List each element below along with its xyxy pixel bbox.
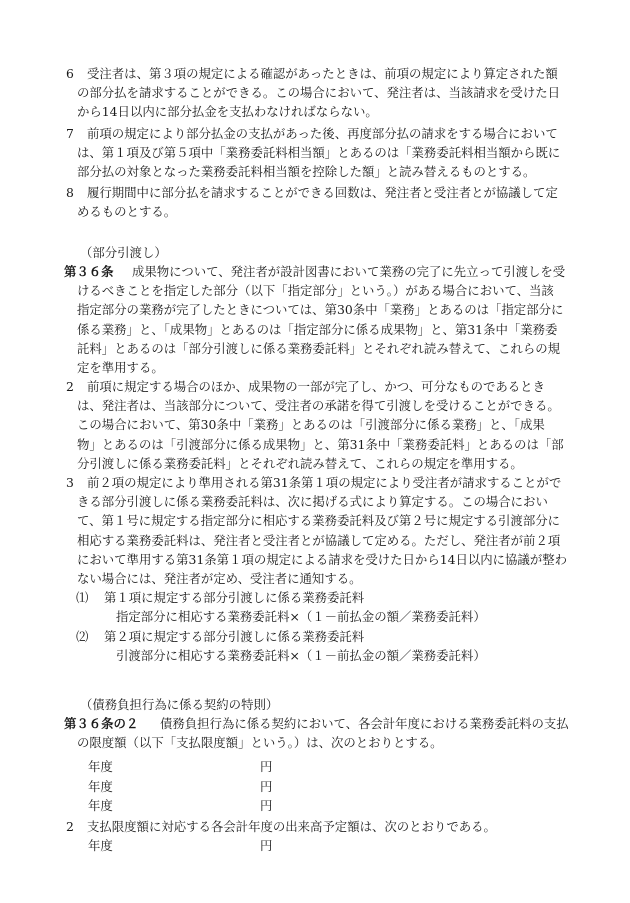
paragraph-number: 7 [66,126,74,141]
yen-label: 円 [260,759,273,774]
yen-label: 円 [260,779,273,794]
article-36-2 [64,714,620,752]
paragraph-line: 支払限度額に対応する各会計年度の出来高予定額は、次のとおりである。 [87,819,496,834]
year-label: 年度 [88,798,113,813]
list-item [76,588,364,607]
article-line: の限度額（以下「支払限度額」という。）は、次のとおりとする。 [77,735,443,751]
paragraph-line: 履行期間中に部分払を請求することができる回数は、発注者と受注者とが協議して定 [87,185,558,200]
paragraph-line: ない場合には、発注者が定め、受注者に通知する。 [77,571,362,587]
article-title: 第３６条 [64,264,114,279]
paragraph-line: から14日以内に部分払金を支払わなければならない。 [77,104,378,120]
item-text: 第２項に規定する部分引渡しに係る業務委託料 [104,629,365,644]
article-line: 定を準用する。 [77,360,164,376]
paragraph-8 [68,183,620,221]
yen-label: 円 [260,798,273,813]
paragraph-line: 部分払の対象となった業務委託料相当額を控除した額」と読み替えるものとする。 [77,164,536,180]
article-heading: （部分引渡し） [80,245,167,260]
formula: 引渡部分に相応する業務委託料×（１－前払金の額／業務委託料） [116,648,486,663]
yen-label: 円 [260,838,273,853]
paragraph-line: て、第１号に規定する指定部分に相応する業務委託料及び第２号に規定する引渡部分に [77,513,560,529]
year-amount-row [88,796,273,815]
paragraph-line: において準用する第31条第１項の規定による請求を受けた日から14日以内に協議が整わ [77,551,567,567]
article-line: 係る業務」と、「成果物」とあるのは「指定部分に係る成果物」と、第31条中「業務委 [77,321,558,337]
formula: 指定部分に相応する業務委託料×（１－前払金の額／業務委託料） [116,609,486,624]
article-36-paragraph-2 [68,377,620,473]
paragraph-number: 2 [66,379,74,394]
paragraph-number: 6 [66,66,74,81]
item-number: ⑵ [76,629,89,644]
paragraph-number: 3 [66,475,74,490]
paragraph-7 [68,124,620,182]
year-label: 年度 [88,759,113,774]
article-36-2-paragraph-2 [68,817,620,836]
article-line: 託料」とあるのは「部分引渡しに係る業務委託料」とそれぞれ読み替えて、これらの規 [77,340,560,356]
paragraph-line: 分引渡しに係る業務委託料」とそれぞれ読み替えて、これらの規定を準用する。 [77,455,523,471]
paragraph-line: 前項に規定する場合のほか、成果物の一部が完了し、かつ、可分なものであるとき [87,379,545,394]
year-label: 年度 [88,779,113,794]
paragraph-line: 前２項の規定により準用される第31条第１項の規定により受注者が請求することがで [87,475,562,490]
paragraph-line: は、発注者は、当該部分について、受注者の承諾を得て引渡しを受けることができる。 [77,398,560,414]
list-item [76,627,364,646]
article-heading: （債務負担行為に係る契約の特則） [80,697,279,712]
paragraph-line: この場合において、第30条中「業務」とあるのは「引渡部分に係る業務」と、「成果 [77,417,545,433]
paragraph-line: 相応する業務委託料は、発注者と受注者とが協議して定める。ただし、発注者が前２項 [77,532,561,548]
paragraph-number: 2 [66,819,74,834]
article-title: 第３６条の２ [64,716,139,731]
paragraph-line: 物」とあるのは「引渡部分に係る成果物」と、第31条中「業務委託料」とあるのは「部 [77,436,564,452]
item-number: ⑴ [76,590,89,605]
article-36 [64,262,620,377]
item-text: 第１項に規定する部分引渡しに係る業務委託料 [104,590,365,605]
article-line: 債務負担行為に係る契約において、各会計年度における業務委託料の支払 [160,716,569,731]
article-36-paragraph-3 [68,473,620,588]
article-line: 成果物について、発注者が設計図書において業務の完了に先立って引渡しを受 [132,264,566,279]
year-amount-row [88,836,273,855]
paragraph-line: めるものとする。 [77,204,177,220]
article-line: けるべきことを指定した部分（以下「指定部分」という。）がある場合において、当該 [77,283,554,299]
paragraph-line: 前項の規定により部分払金の支払があった後、再度部分払の請求をする場合において [87,126,558,141]
paragraph-line: は、第１項及び第５項中「業務委託料相当額」とあるのは「業務委託料相当額から既に [77,145,561,161]
paragraph-line: きる部分引渡しに係る業務委託料は、次に掲げる式により算定する。この場合におい [77,494,548,510]
year-amount-row [88,757,273,776]
paragraph-number: 8 [66,185,74,200]
paragraph-6 [68,64,620,122]
paragraph-line: 受注者は、第３項の規定による確認があったときは、前項の規定により算定された額 [87,66,558,81]
year-amount-row [88,777,273,796]
year-label: 年度 [88,838,113,853]
paragraph-line: の部分払を請求することができる。この場合において、発注者は、当該請求を受けた日 [77,85,560,101]
article-line: 指定部分の業務が完了したときについては、第30条中「業務」とあるのは「指定部分に [77,302,564,318]
